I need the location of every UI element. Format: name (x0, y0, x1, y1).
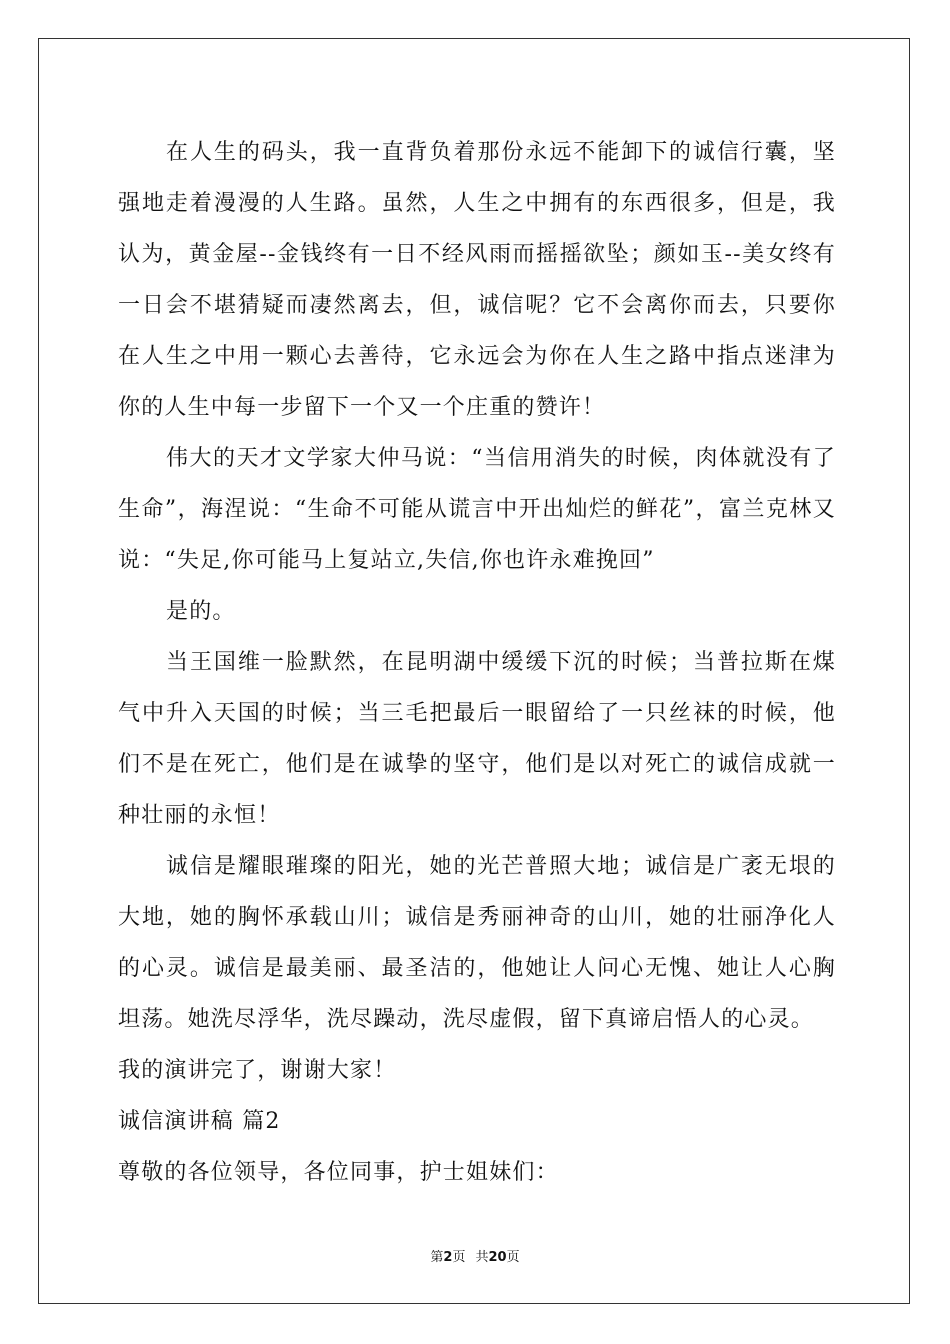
page-footer (0, 1246, 950, 1265)
page-prefix: 第 (430, 1250, 444, 1265)
paragraph-4: 当王国维一脸默然，在昆明湖中缓缓下沉的时候；当普拉斯在煤气中升入天国的时候；当三毛把最后一眼留给了一只丝袜的时候，他们不是在死亡，他们是在诚挚的坚守，他们是以对死亡的诚信成就一种壮丽的永恒！ (118, 650, 836, 828)
page-suffix: 页 (452, 1250, 466, 1265)
salutation: 尊敬的各位领导，各位同事，护士姐妹们： (118, 1160, 559, 1185)
paragraph-2: 伟大的天才文学家大仲马说：“当信用消失的时候，肉体就没有了生命”，海涅说：“生命不可能从谎言中开出灿烂的鲜花”，富兰克林又说：“失足,你可能马上复站立,失信,你也许永难挽回” (118, 446, 836, 573)
paragraph-5: 诚信是耀眼璀璨的阳光，她的光芒普照大地；诚信是广袤无垠的大地，她的胸怀承载山川；诚信是秀丽神奇的山川，她的壮丽净化人的心灵。诚信是最美丽、最圣洁的，他她让人问心无愧、她让人心胸坦荡。她洗尽浮华，洗尽躁动，洗尽虚假，留下真谛启悟人的心灵。 (118, 854, 836, 1032)
paragraph-1: 在人生的码头，我一直背负着那份永远不能卸下的诚信行囊，坚强地走着漫漫的人生路。虽然，人生之中拥有的东西很多，但是，我认为，黄金屋--金钱终有一日不经风雨而摇摇欲坠；颜如玉--美女终有一日会不堪猜疑而凄然离去，但，诚信呢？它不会离你而去，只要你在人生之中用一颗心去善待，它永远会为你在人生之路中指点迷津为你的人生中每一步留下一个又一个庄重的赞许！ (118, 140, 836, 420)
page-total: 20 (488, 1250, 507, 1265)
total-suffix: 页 (506, 1250, 520, 1265)
total-prefix: 共 (475, 1250, 489, 1265)
paragraph-3: 是的。 (166, 599, 236, 624)
closing-line: 我的演讲完了，谢谢大家！ (118, 1058, 397, 1083)
section-heading: 诚信演讲稿 篇2 (118, 1109, 281, 1134)
document-body (118, 127, 836, 1198)
page-current: 2 (443, 1250, 453, 1265)
